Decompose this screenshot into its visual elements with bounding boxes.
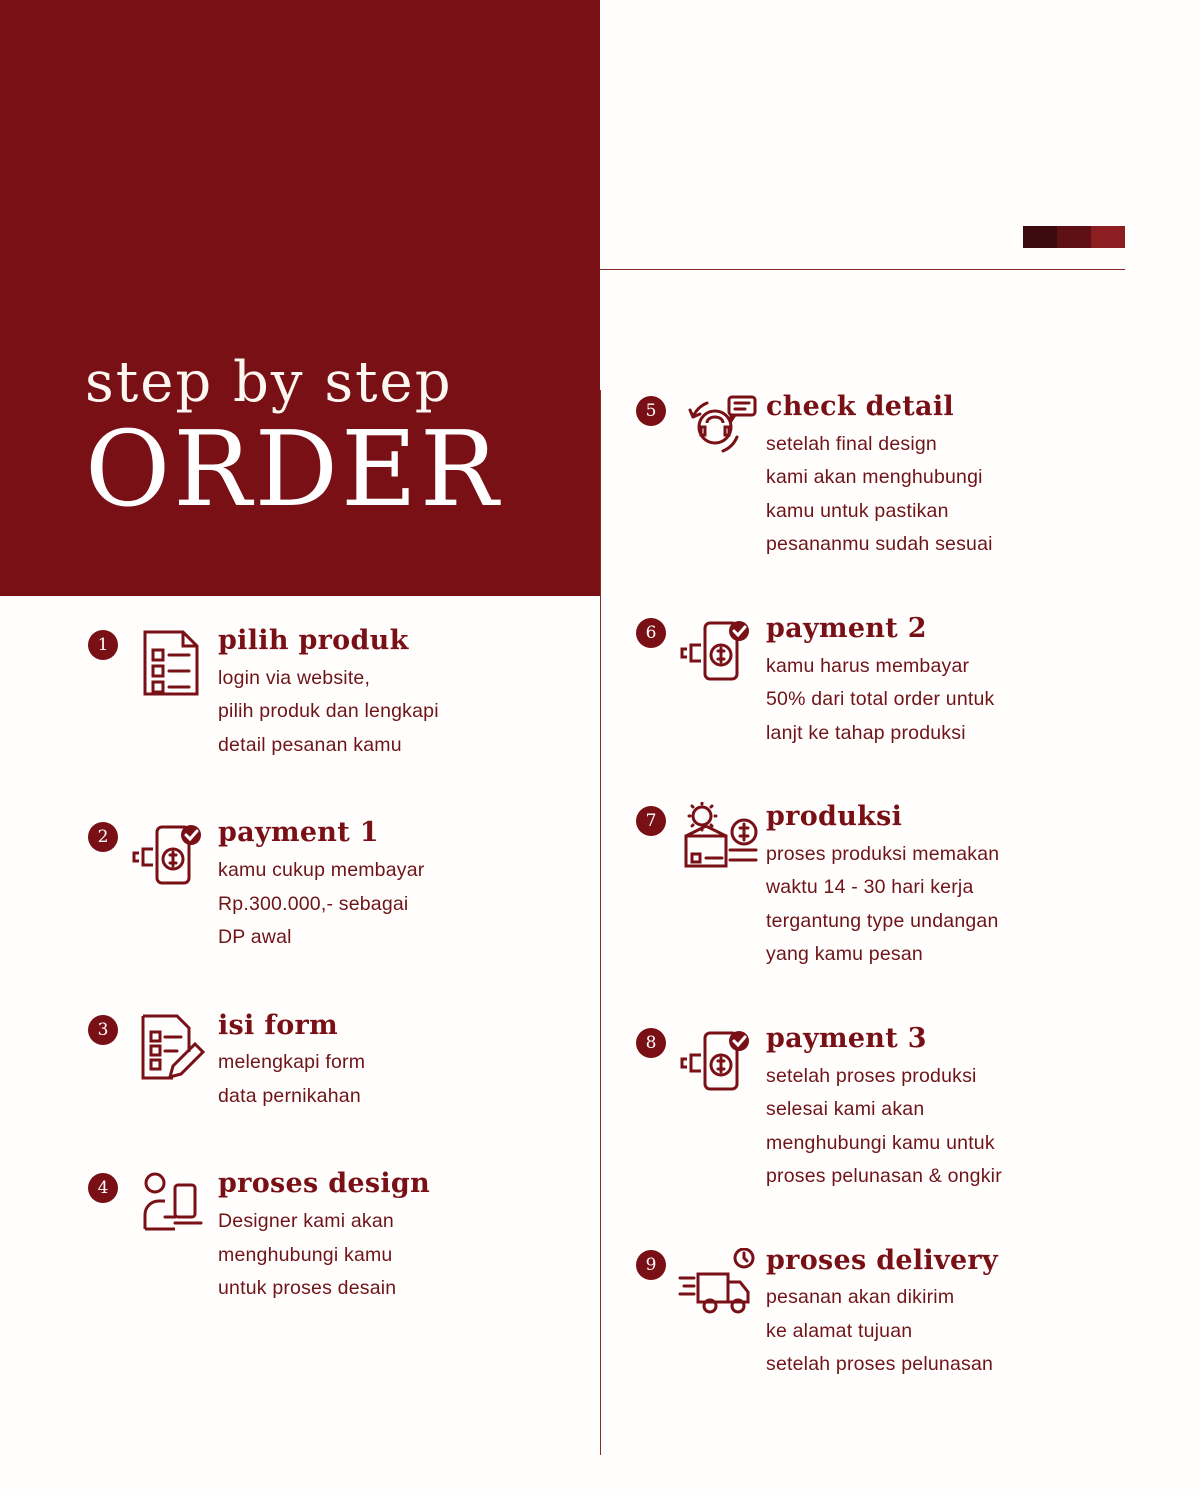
designer-desk-icon [128, 1167, 214, 1245]
form-pencil-icon [128, 1009, 214, 1087]
steps-column-right [636, 392, 1136, 1434]
steps-column-left [88, 626, 568, 1362]
step-number-badge: 4 [88, 1173, 118, 1203]
hero-block [0, 0, 600, 596]
step-description: kamu cukup membayar Rp.300.000,- sebagai DP awal [218, 858, 425, 949]
step-number-badge: 7 [636, 806, 666, 836]
customer-support-icon [676, 390, 762, 468]
delivery-truck-icon [676, 1244, 762, 1322]
step-description: Designer kami akan menghubungi kamu untuk proses desain [218, 1210, 397, 1300]
step-item [88, 818, 568, 954]
step-number-badge: 8 [636, 1028, 666, 1058]
step-title: produksi [766, 801, 903, 833]
step-text [762, 614, 1136, 750]
step-item [636, 392, 1136, 562]
step-item [636, 614, 1136, 750]
step-number-badge: 9 [636, 1250, 666, 1280]
step-description: kamu harus membayar 50% dari total order untuk lanjt ke tahap produksi [766, 654, 995, 744]
swatch-2 [1057, 226, 1091, 248]
step-number-badge: 6 [636, 618, 666, 648]
step-description: pesanan akan dikirim ke alamat tujuan setelah proses pelunasan [766, 1286, 994, 1376]
step-text [214, 626, 568, 762]
hero-subtitle: step by step [85, 350, 453, 415]
step-number-badge: 1 [88, 630, 118, 660]
step-number-badge: 2 [88, 822, 118, 852]
production-gear-icon [676, 800, 762, 878]
step-text [762, 1024, 1136, 1194]
step-item [636, 802, 1136, 972]
hero-main-title: ORDER [85, 408, 502, 530]
step-item [636, 1246, 1136, 1382]
step-text [762, 392, 1136, 562]
hero-title [85, 350, 585, 530]
step-description: proses produksi memakan waktu 14 - 30 hari kerja tergantung type undangan yang kamu pesan [766, 842, 1000, 966]
step-item [88, 626, 568, 762]
color-swatches [1023, 226, 1125, 248]
step-description: setelah proses produksi selesai kami akan menghubungi kamu untuk proses pelunasan & ongkir [766, 1064, 1002, 1188]
mobile-payment-icon [676, 1022, 762, 1100]
swatch-3 [1091, 226, 1125, 248]
step-description: login via website, pilih produk dan lengkapi detail pesanan kamu [218, 666, 439, 756]
step-title: payment 1 [218, 817, 379, 849]
step-number-badge: 5 [636, 396, 666, 426]
step-text [762, 1246, 1136, 1382]
step-number-badge: 3 [88, 1015, 118, 1045]
step-text [214, 818, 568, 954]
mobile-payment-icon [128, 816, 214, 894]
center-divider-line [600, 390, 601, 1455]
step-text [214, 1169, 568, 1305]
step-title: proses delivery [766, 1244, 998, 1276]
swatch-1 [1023, 226, 1057, 248]
step-item [88, 1011, 568, 1114]
step-description: melengkapi form data pernikahan [218, 1051, 366, 1107]
checklist-document-icon [128, 624, 214, 702]
step-text [214, 1011, 568, 1114]
top-divider-line [600, 269, 1125, 270]
step-item [88, 1169, 568, 1305]
step-title: proses design [218, 1168, 431, 1200]
step-title: payment 2 [766, 612, 927, 644]
step-description: setelah final design kami akan menghubungi kamu untuk pastikan pesananmu sudah sesuai [766, 432, 993, 556]
step-title: check detail [766, 391, 954, 422]
step-title: pilih produk [218, 625, 409, 656]
step-text [762, 802, 1136, 972]
mobile-payment-icon [676, 612, 762, 690]
step-item [636, 1024, 1136, 1194]
step-title: isi form [218, 1009, 338, 1041]
step-title: payment 3 [766, 1022, 927, 1054]
